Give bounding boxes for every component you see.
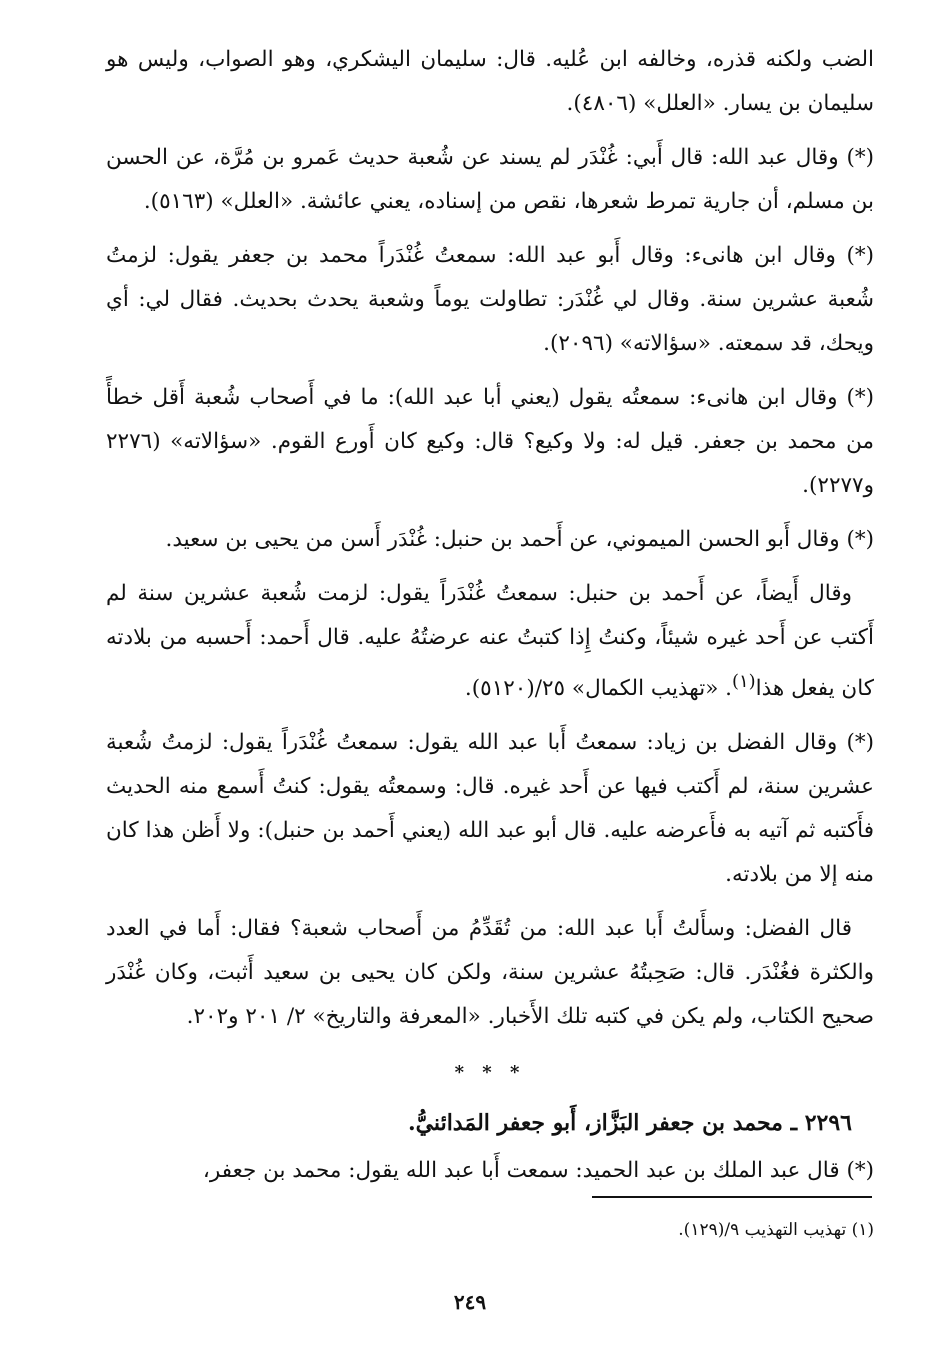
paragraph-2: (*) وقال عبد الله: قال أَبي: غُنْدَر لم يسند عن شُعبة حديث عَمرو بن مُرَّة، عن الحسن بن مسلم، أن جارية تمرط شعرها، نقص من إسناده، يعني عائشة. «العلل» (٥١٦٣). bbox=[106, 145, 874, 214]
entry-heading: ٢٢٩٦ ـ محمد بن جعفر البَزَّاز، أَبو جعفر المَدائنيُّ. bbox=[407, 1110, 852, 1137]
paragraph-6-end: . «تهذيب الكمال» ٢٥/(٥١٢٠). bbox=[464, 676, 733, 702]
footnote: (١) تهذيب التهذيب ٩/(١٢٩). bbox=[678, 1220, 874, 1240]
entry-first-paragraph: (*) قال عبد الملك بن عبد الحميد: سمعت أَبا عبد الله يقول: محمد بن جعفر، bbox=[202, 1158, 874, 1184]
paragraph-6-text: وقال أَيضاً، عن أَحمد بن حنبل: سمعتُ غُنْدَراً يقول: لزمت شُعبة عشرين سنة لم أَكتب عن أَحد غيره شيئاً، وكنتُ إِذا كتبتُ عنه عرضتُهُ عليه. قال أَحمد: أَحسبه من بلادته كان يفعل هذا bbox=[106, 581, 874, 702]
footnote-divider bbox=[592, 1196, 872, 1198]
main-text bbox=[106, 38, 874, 1203]
paragraph-1: الضب ولكنه قذره، وخالفه ابن عُليه. قال: سليمان اليشكري، وهو الصواب، وليس هو سليمان بن يسار. «العلل» (٤٨٠٦). bbox=[106, 47, 874, 116]
paragraph-5: (*) وقال أَبو الحسن الميموني، عن أَحمد بن حنبل: غُنْدَر أَسن من يحيى بن سعيد. bbox=[165, 527, 874, 552]
page-number: ٢٤٩ bbox=[453, 1290, 487, 1314]
paragraph-7: (*) وقال الفضل بن زياد: سمعتُ أَبا عبد الله يقول: سمعتُ غُنْدَراً يقول: لزمتُ شُعبة عشرين سنة، لم أَكتب فيها عن أَحد غيره. قال: وسمعتُه يقول: كنتُ أَسمع منه الحديث فأَكتبه ثم آتيه به فأَعرضه عليه. قال أبو عبد الله (يعني أَحمد بن حنبل): ولا أَظن هذا كان منه إلا من بلادته. bbox=[106, 730, 874, 888]
section-divider: * * * bbox=[454, 1062, 526, 1084]
paragraph-6 bbox=[106, 572, 874, 711]
paragraph-8: قال الفضل: وسأَلتُ أَبا عبد الله: من تُقَدِّمُ من أَصحاب شعبة؟ فقال: أَما في العدد والكثرة فغُنْدَر. قال: صَحِبتُهُ عشرين سنة، ولكن كان يحيى بن سعيد أَثبت، وكان غُنْدَر صحيح الكتاب، ولم يكن في كتبه تلك الأَخبار. «المعرفة والتاريخ» ٢/ ٢٠١ و٢٠٢. bbox=[106, 916, 874, 1030]
paragraph-3: (*) وقال ابن هانىء: وقال أَبو عبد الله: سمعتُ غُنْدَراً محمد بن جعفر يقول: لزمتُ شُعبة عشرين سنة. وقال لي غُنْدَر: تطاولت يوماً وشعبة يحدث بحديث. فقال لي: أي ويحك، قد سمعته. «سؤالاته» (٢٠٩٦). bbox=[106, 243, 874, 356]
footnote-reference: (١) bbox=[732, 671, 756, 692]
paragraph-4: (*) وقال ابن هانىء: سمعتُه يقول (يعني أبا عبد الله): ما في أَصحاب شُعبة أَقل خطأً من محمد بن جعفر. قيل له: ولا وكيع؟ قال: وكيع كان أَورع القوم. «سؤالاته» (٢٢٧٦ و٢٢٧٧). bbox=[106, 385, 874, 498]
